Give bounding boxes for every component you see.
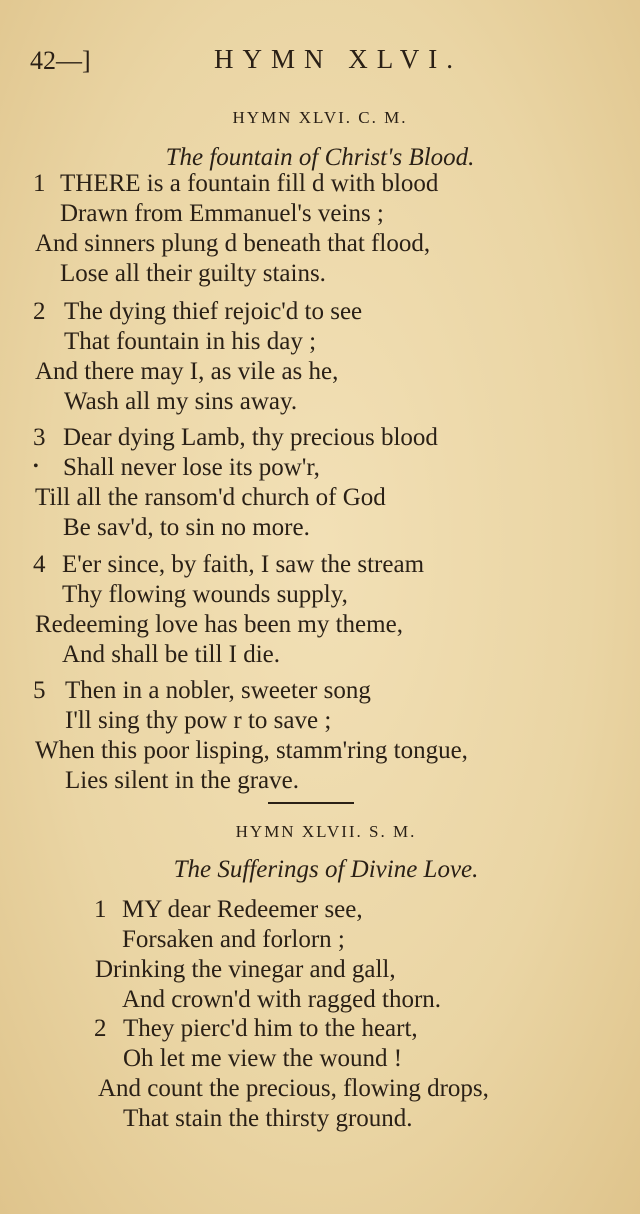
verse-line: And crown'd with ragged thorn. bbox=[122, 986, 442, 1013]
verse-line: Till all the ransom'd church of God bbox=[35, 484, 386, 511]
verse-line: That fountain in his day ; bbox=[64, 328, 317, 355]
verse-line: That stain the thirsty ground. bbox=[123, 1105, 413, 1132]
verse-line: E'er since, by faith, I saw the stream bbox=[62, 551, 425, 578]
verse-line: Be sav'd, to sin no more. bbox=[63, 514, 310, 541]
verse-line: Lose all their guilty stains. bbox=[60, 260, 326, 287]
verse-line: Then in a nobler, sweeter song bbox=[65, 677, 371, 704]
verse-line: And shall be till I die. bbox=[62, 641, 281, 668]
verse-number: 1 bbox=[33, 170, 46, 197]
running-title: HYMN XLVI. bbox=[214, 44, 463, 74]
verse-line: Dear dying Lamb, thy precious blood bbox=[63, 424, 438, 451]
verse-line: They pierc'd him to the heart, bbox=[123, 1015, 418, 1042]
verse-line: And sinners plung d beneath that flood, bbox=[35, 230, 431, 257]
page-number: 42—] bbox=[30, 46, 91, 75]
verse-line: THERE is a fountain fill d with blood bbox=[60, 170, 439, 197]
verse-number: 2 bbox=[94, 1015, 107, 1042]
verse-line: Thy flowing wounds supply, bbox=[62, 581, 348, 608]
verse-line: I'll sing thy pow r to save ; bbox=[65, 707, 332, 734]
verse-line: And there may I, as vile as he, bbox=[35, 358, 339, 385]
verse-number: 5 bbox=[33, 677, 46, 704]
verse-number: 4 bbox=[33, 551, 46, 578]
verse-number: 1 bbox=[94, 896, 107, 923]
hymn-heading: HYMN XLVII. S. M. bbox=[235, 822, 417, 841]
running-head bbox=[0, 40, 640, 80]
verse-line: Redeeming love has been my theme, bbox=[35, 611, 403, 638]
verse-line: Wash all my sins away. bbox=[64, 388, 298, 415]
hymn-subtitle: The Sufferings of Divine Love. bbox=[173, 856, 479, 883]
section-divider bbox=[268, 802, 354, 804]
verse-line: Lies silent in the grave. bbox=[65, 767, 299, 794]
printer-mark: • bbox=[33, 458, 39, 475]
verse-line: And count the precious, flowing drops, bbox=[98, 1075, 489, 1102]
verse-line: Forsaken and forlorn ; bbox=[122, 926, 345, 953]
verse-line: The dying thief rejoic'd to see bbox=[64, 298, 363, 325]
verse-line: When this poor lisping, stamm'ring tongue, bbox=[35, 737, 468, 764]
verse-line: Oh let me view the wound ! bbox=[123, 1045, 403, 1072]
verse-line: MY dear Redeemer see, bbox=[122, 896, 363, 923]
hymn-heading: HYMN XLVI. C. M. bbox=[232, 108, 408, 127]
verse-line: Drawn from Emmanuel's veins ; bbox=[60, 200, 384, 227]
verse-number: 3 bbox=[33, 424, 46, 451]
hymn-subtitle: The fountain of Christ's Blood. bbox=[165, 144, 475, 171]
verse-number: 2 bbox=[33, 298, 46, 325]
verse-line: Drinking the vinegar and gall, bbox=[95, 956, 396, 983]
verse-line: Shall never lose its pow'r, bbox=[63, 454, 320, 481]
